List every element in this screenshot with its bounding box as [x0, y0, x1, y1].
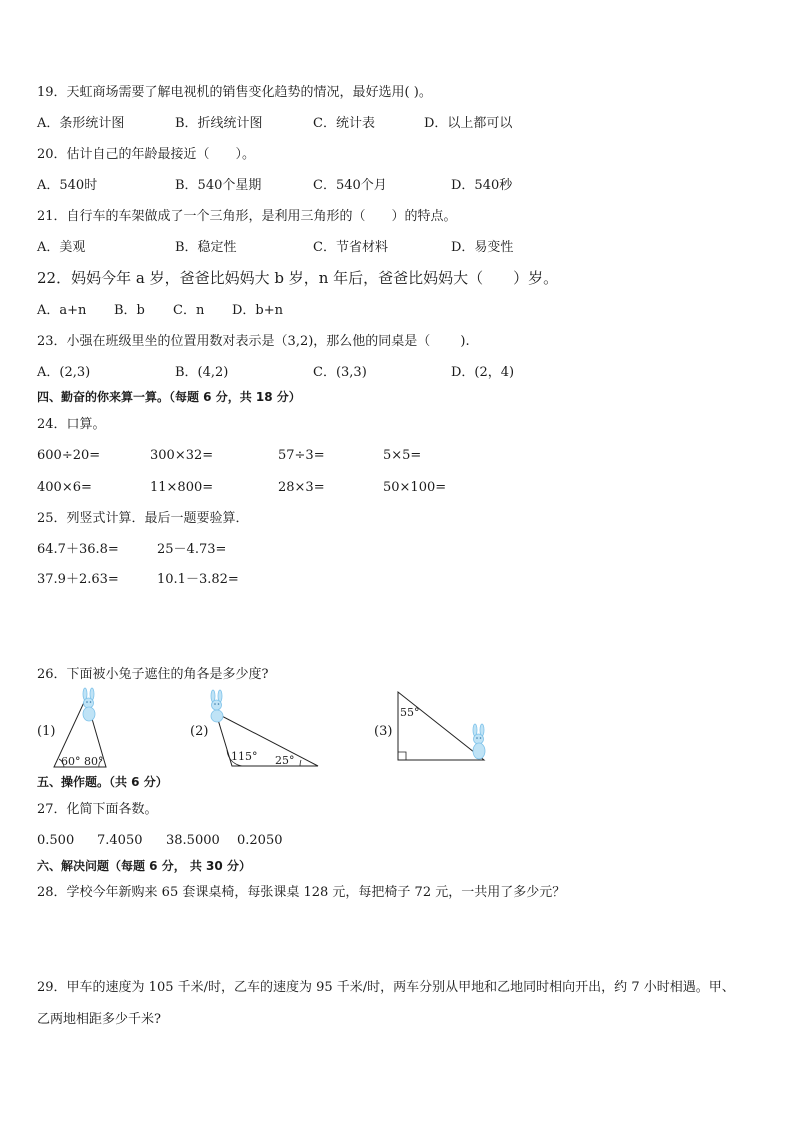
q22-option-a: A．a+n: [37, 303, 87, 318]
q21-option-c: C．节省材料: [313, 240, 388, 255]
rabbit-icon: [473, 724, 485, 759]
q21-option-b: B．稳定性: [175, 240, 237, 255]
q25-r2-c1: 37.9＋2.63=: [37, 572, 119, 587]
section6-title: 六、解决问题（每题 6 分， 共 30 分）: [37, 859, 251, 873]
q25-r1-c1: 64.7＋36.8=: [37, 542, 119, 557]
fig2-triangle: [204, 690, 324, 772]
q21-option-d: D．易变性: [451, 240, 514, 255]
q24-r2-c4: 50×100=: [383, 480, 447, 495]
fig2-angle-25: 25°: [275, 754, 295, 767]
q22-option-b: B．b: [114, 303, 145, 318]
fig3-label: (3): [374, 724, 393, 739]
q19-option-b: B．折线统计图: [175, 116, 263, 131]
q24-r1-c4: 5×5=: [383, 448, 422, 463]
q20-stem: 20．估计自己的年龄最接近（ ）。: [37, 147, 256, 162]
fig2-arc-acute: [300, 760, 301, 766]
q20-option-c: C．540个月: [313, 178, 387, 193]
q20-option-b: B．540个星期: [175, 178, 262, 193]
q21-option-a: A．美观: [37, 240, 86, 255]
q29-line2: 乙两地相距多少千米?: [37, 1012, 161, 1027]
q23-stem: 23．小强在班级里坐的位置用数对表示是（3,2)，那么他的同桌是（ ).: [37, 334, 470, 349]
q24-stem: 24．口算。: [37, 417, 106, 432]
q20-option-a: A．540时: [37, 178, 98, 193]
q25-r1-c2: 25－4.73=: [157, 542, 227, 557]
q23-option-c: C．(3,3): [313, 365, 367, 380]
q24-r2-c2: 11×800=: [150, 480, 214, 495]
q22-stem: 22．妈妈今年 a 岁，爸爸比妈妈大 b 岁，n 年后，爸爸比妈妈大（ ）岁。: [37, 269, 559, 287]
fig1-triangle: [50, 686, 120, 776]
fig3-triangle: [392, 686, 492, 770]
section5-title: 五、操作题。（共 6 分）: [37, 775, 168, 789]
q19-option-c: C．统计表: [313, 116, 375, 131]
q25-r2-c2: 10.1－3.82=: [157, 572, 239, 587]
fig3-right-angle-mark: [398, 752, 406, 760]
q26-stem: 26．下面被小兔子遮住的角各是多少度?: [37, 667, 269, 682]
q25-stem: 25．列竖式计算．最后一题要验算．: [37, 511, 249, 526]
q22-option-d: D．b+n: [232, 303, 284, 318]
q23-option-b: B．(4,2): [175, 365, 229, 380]
q23-option-a: A．(2,3): [37, 365, 91, 380]
rabbit-icon: [211, 690, 223, 722]
q27-number-4: 0.2050: [237, 833, 283, 848]
rabbit-icon: [83, 688, 95, 721]
q24-r2-c1: 400×6=: [37, 480, 92, 495]
section4-title: 四、勤奋的你来算一算。（每题 6 分，共 18 分）: [37, 390, 301, 404]
q21-stem: 21．自行车的车架做成了一个三角形，是利用三角形的（ ）的特点。: [37, 209, 457, 224]
q27-number-3: 38.5000: [166, 833, 220, 848]
q19-stem: 19．天虹商场需要了解电视机的销售变化趋势的情况，最好选用( )。: [37, 85, 432, 100]
fig2-angle-115: 115°: [231, 750, 258, 763]
fig1-angle-60: 60°: [61, 755, 81, 768]
q24-r1-c2: 300×32=: [150, 448, 214, 463]
fig1-label: (1): [37, 724, 56, 739]
q29-line1: 29．甲车的速度为 105 千米/时，乙车的速度为 95 千米/时，两车分别从甲地和乙地同时相向开出，约 7 小时相遇。甲、: [37, 980, 735, 995]
q24-r2-c3: 28×3=: [278, 480, 325, 495]
q22-option-c: C．n: [173, 303, 205, 318]
q20-option-d: D．540秒: [451, 178, 513, 193]
q19-option-d: D．以上都可以: [424, 116, 513, 131]
fig1-angle-80: 80°: [84, 755, 104, 768]
fig3-triangle-outline: [398, 692, 484, 760]
fig2-label: (2): [190, 724, 209, 739]
q24-r1-c3: 57÷3=: [278, 448, 325, 463]
q27-number-2: 7.4050: [97, 833, 143, 848]
q23-option-d: D．(2，4): [451, 365, 515, 380]
q19-option-a: A．条形统计图: [37, 116, 125, 131]
q28-stem: 28．学校今年新购来 65 套课桌椅，每张课桌 128 元，每把椅子 72 元，一共用了多少元？: [37, 885, 566, 900]
q27-stem: 27．化简下面各数。: [37, 802, 158, 817]
q27-number-1: 0.500: [37, 833, 75, 848]
q24-r1-c1: 600÷20=: [37, 448, 101, 463]
fig3-angle-55: 55°: [400, 706, 420, 719]
